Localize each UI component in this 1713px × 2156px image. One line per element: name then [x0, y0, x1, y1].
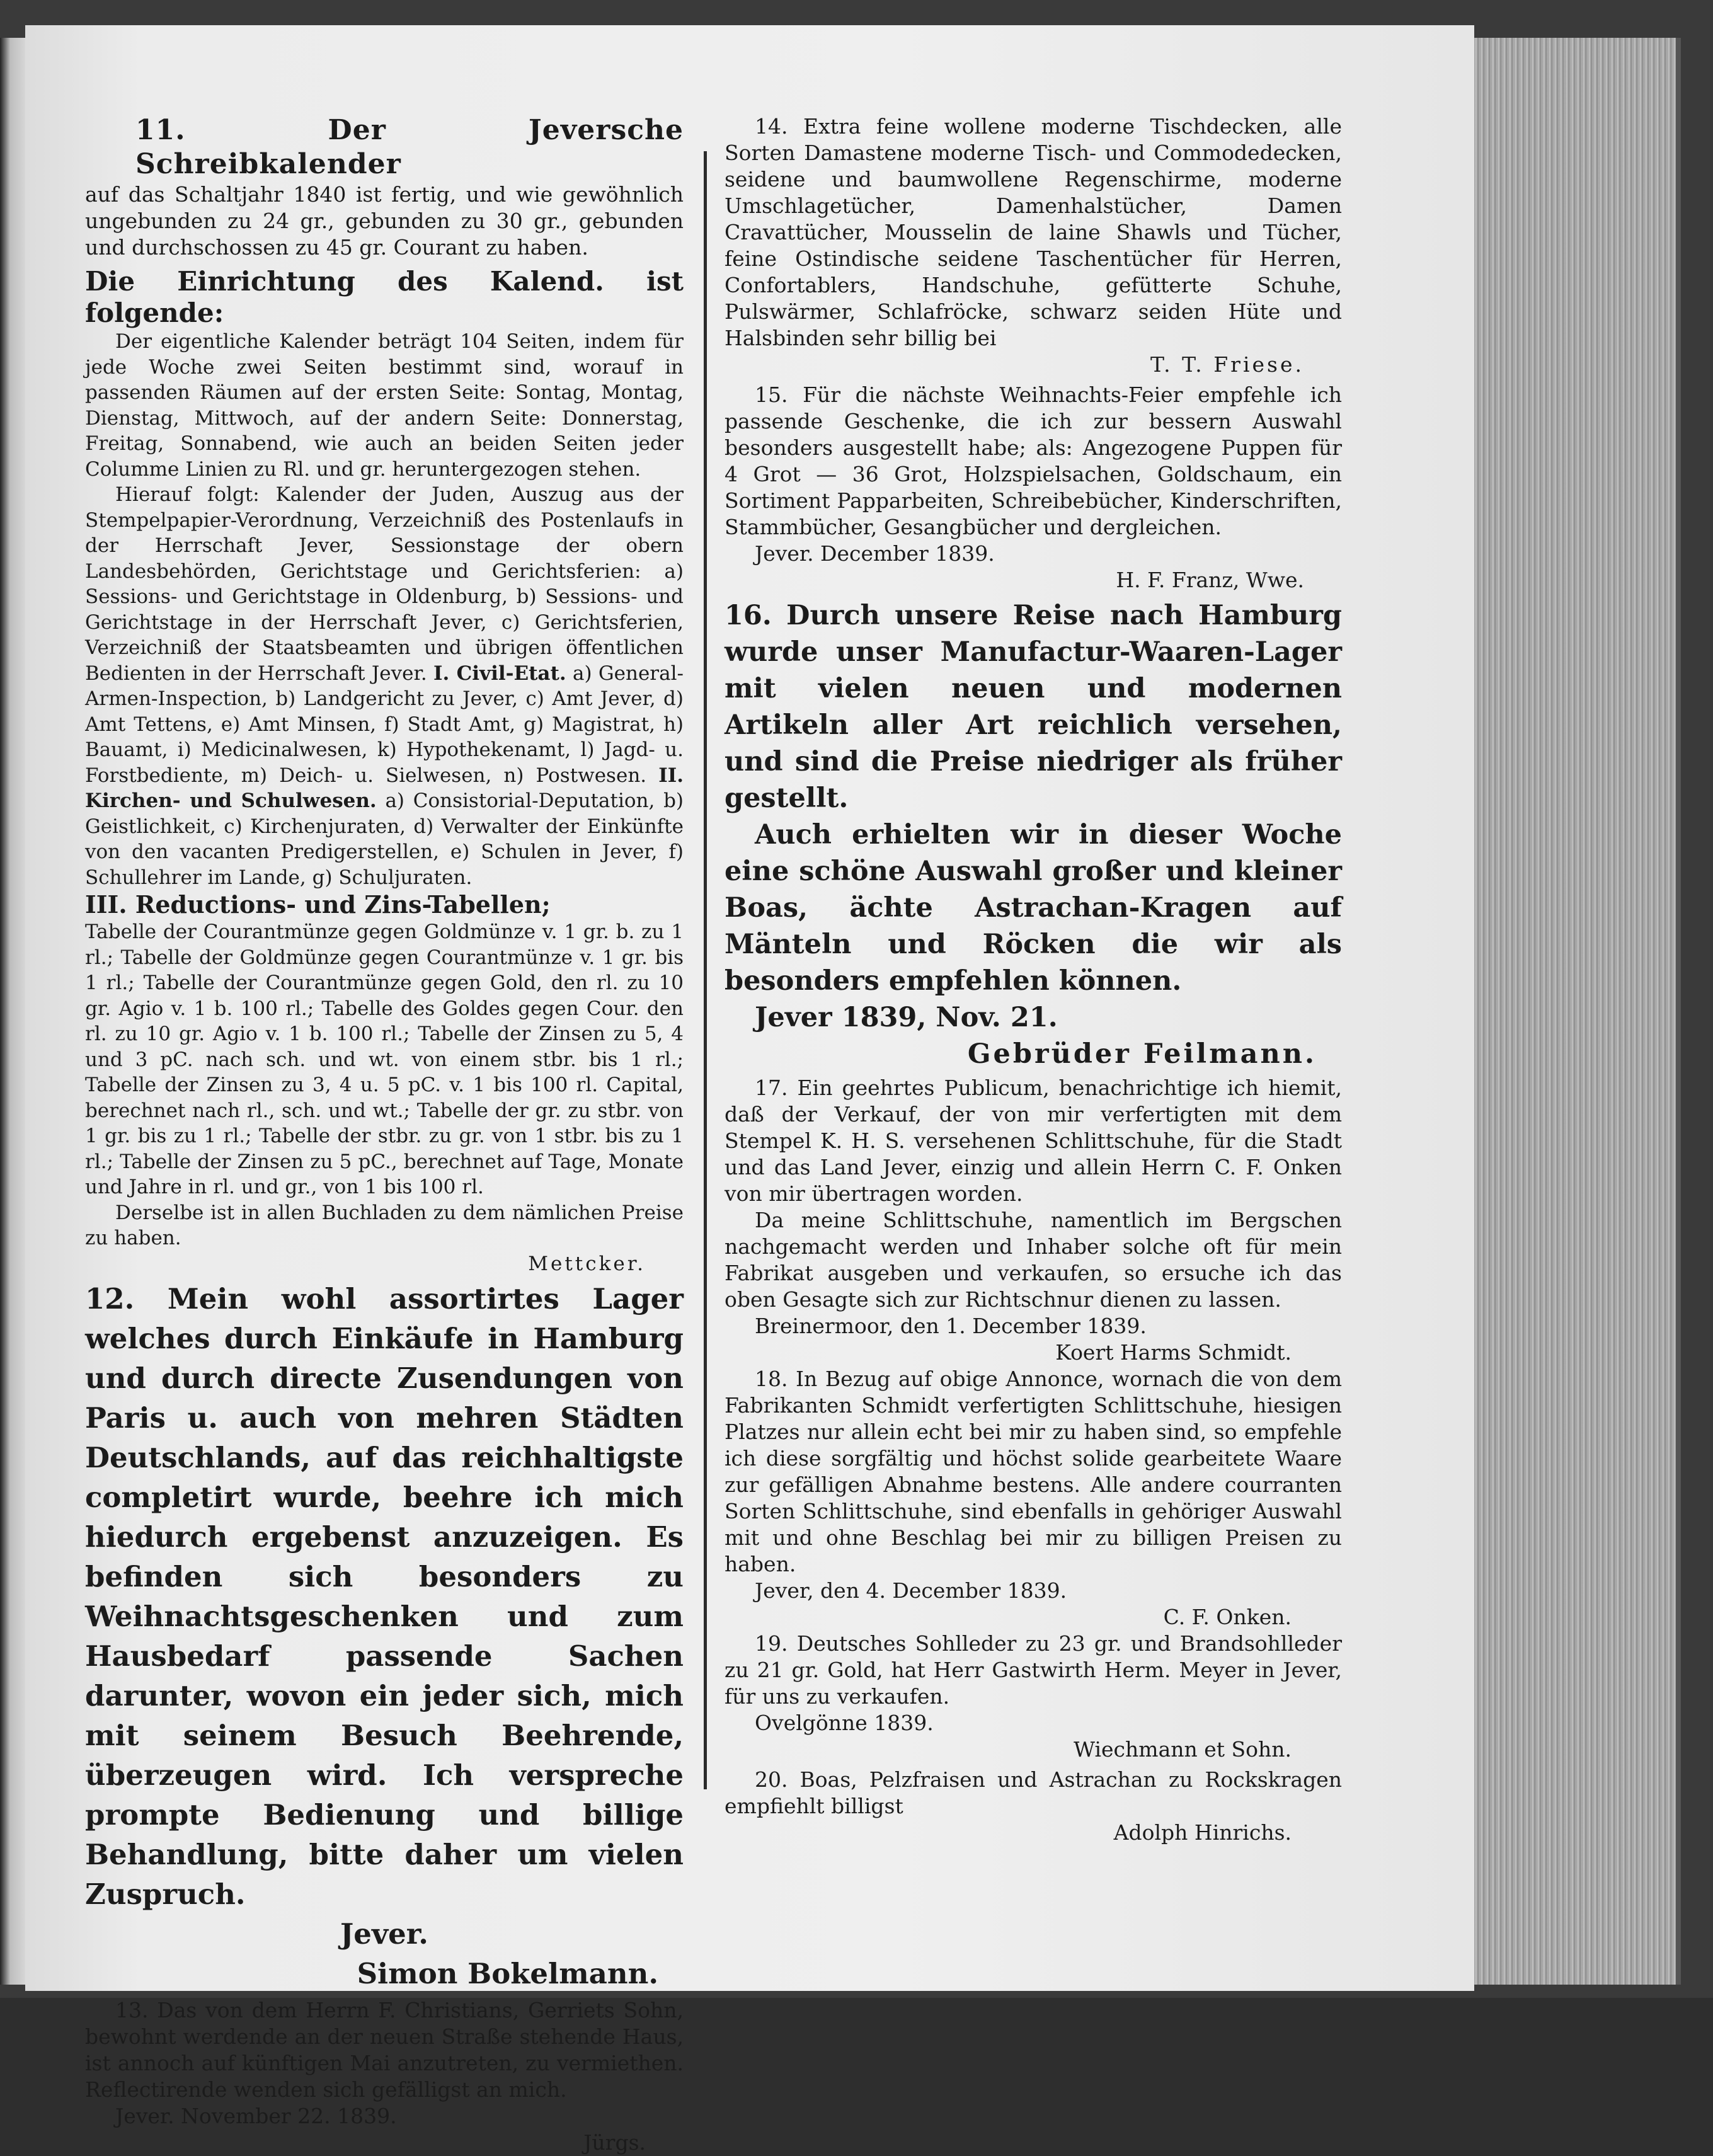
ad-17-para-2: Da meine Schlittschuhe, namentlich im Bergschen nachgemacht werden und Inhaber solche oft für mein Fabrikat ausgeben und verkaufen, so ersuche ich das oben Gesagte sich zur Richtschnur dienen zu lassen. [725, 1208, 1342, 1312]
facing-page-edge [0, 38, 25, 1985]
ad-11-text: auf das Schaltjahr 1840 ist fertig, und wie gewöhnlich ungebunden zu 24 gr., gebunden zu 30 gr., gebunden und durchschossen zu 45 gr. Courant zu haben. [85, 182, 684, 260]
ad-17-para-1: 17. Ein geehrtes Publicum, benachrichtige ich hiemit, daß der Verkauf, der von mir verfertigten mit dem Stempel K. H. S. versehenen Schlittschuhe, für die Stadt und das Land Jever, einzig und allein Herrn C. F. Onken von mir übertragen worden. [725, 1075, 1342, 1206]
calendar-para-2a: Hierauf folgt: Kalender der Juden, Auszug aus der Stempelpapier-Verordnung, Verzeichniß des Postenlaufs in der Herrschaft Jever, Sessionstage der obern Landesbehörden, Gerichtstage und Gerichtsferien: a) Sessions- und Gerichtstage in Oldenburg, b) Sessions- und Gerichtstage in der Herrschaft Jever, c) Gerichtsferien, Verzeichniß der Staatsbeamten und übrigen öffentlichen Bedienten in der Herrschaft Jever. [85, 483, 684, 685]
ad-12-text: 12. Mein wohl assortirtes Lager welches durch Einkäufe in Hamburg und durch directe Zusendungen von Paris u. auch von mehren Städten Deutschlands, auf das reichhaltigste completirt wurde, beehre ich mich hiedurch ergebenst anzuzeigen. Es befinden sich besonders zu Weihnachtsgeschenken und zum Hausbedarf passende Sachen darunter, wovon ein jeder sich, mich mit seinem Besuch Beehrende, überzeugen wird. Ich verspreche prompte Bedienung und billige Behandlung, bitte daher um vielen Zuspruch. [85, 1282, 684, 1911]
ad-18-signature: C. F. Onken. [1163, 1605, 1292, 1629]
calendar-para-1: Der eigentliche Kalender beträgt 104 Seiten, indem für jede Woche zwei Seiten bestimmt sind, worauf in passenden Räumen auf der ersten Seite: Sontag, Montag, Dienstag, Mittwoch, auf der andern Seite: Donnerstag, Freitag, Sonnabend, wie auch an beiden Seiten jeder Columme Linien zu Rl. und gr. heruntergezogen stehen. [85, 330, 684, 481]
ad-15-dateline: Jever. December 1839. [755, 541, 995, 566]
ad-18 [725, 1366, 1342, 1631]
calendar-signature: Mettcker. [528, 1252, 646, 1275]
ad-19-dateline: Ovelgönne 1839. [755, 1711, 934, 1735]
ad-14 [725, 113, 1342, 378]
ad-16-dateline: Jever 1839, Nov. 21. [755, 1002, 1058, 1033]
calendar-contents [85, 266, 684, 1276]
section-kirchen-schulwesen: II. Kirchen- und Schulwesen. [85, 764, 684, 812]
ad-13-text: 13. Das von dem Herrn F. Christians, Gerriets Sohn, bewohnt werdende an der neuen Straße stehende Haus, ist annoch auf künftigen Mai anzutreten, zu vermiethen. Reflectirende wenden sich gefälligst an mich. [85, 1998, 684, 2102]
ad-20-text: 20. Boas, Pelzfraisen und Astrachan zu Rockskragen empfiehlt billigst [725, 1767, 1342, 1818]
ad-17-signature: Koert Harms Schmidt. [1055, 1340, 1292, 1365]
ad-14-text: 14. Extra feine wollene moderne Tischdecken, alle Sorten Damastene moderne Tisch- und Commodedecken, seidene und baumwollene Regenschirme, moderne Umschlagetücher, Damenhalstücher, Damen Cravattücher, Mousselin de laine Shawls und Tücher, feine Ostindische seidene Taschentücher für Herren, Confortablers, Handschuhe, gefütterte Schuhe, Pulswärmer, Schlafröcke, schwarz seiden Hüte und Halsbinden sehr billig bei [725, 114, 1342, 350]
calendar-para-2c: a) Consistorial-Deputation, b) Geistlichkeit, c) Kirchenjuraten, d) Verwalter der Einkünfte von den vacanten Predigerstellen, e) Schulen in Jever, f) Schullehrer im Lande, g) Schuljuraten. [85, 789, 684, 889]
book-page [25, 25, 1474, 2155]
ad-19 [725, 1631, 1342, 1763]
calendar-contents-heading: Die Einrichtung des Kalend. ist folgende: [85, 266, 684, 328]
ad-16-para-2: Auch erhielten wir in dieser Woche eine schöne Auswahl großer und kleiner Boas, ächte Astrachan-Kragen auf Mänteln und Röcken die wir als besonders empfehlen können. [725, 819, 1342, 997]
calendar-para-2b: a) General-Armen-Inspection, b) Landgericht zu Jever, c) Amt Jever, d) Amt Tettens, e) Amt Minsen, f) Stadt Amt, g) Magistrat, h) Bauamt, i) Medicinalwesen, k) Hypothekenamt, l) Jagd- u. Forstbediente, m) Deich- u. Sielwesen, n) Postwesen. [85, 662, 684, 787]
ad-16 [725, 597, 1342, 1072]
ad-11 [85, 113, 684, 261]
left-column [85, 113, 684, 2156]
ad-12 [85, 1279, 684, 1993]
right-column [725, 113, 1342, 1846]
ad-17 [725, 1075, 1342, 1366]
section-reductions-tabellen: III. Reductions- und Zins-Tabellen; [85, 890, 551, 919]
ad-16-signature: Gebrüder Feilmann. [967, 1038, 1317, 1070]
ad-20-signature: Adolph Hinrichs. [1113, 1820, 1292, 1845]
ad-15 [725, 382, 1342, 593]
page-stack-edge [1474, 38, 1681, 1985]
ad-20 [725, 1767, 1342, 1846]
calendar-para-4: Derselbe ist in allen Buchladen zu dem nämlichen Preise zu haben. [85, 1201, 684, 1249]
ad-15-text: 15. Für die nächste Weihnachts-Feier empfehle ich passende Geschenke, die ich zur bessern Auswahl besonders ausgestellt habe; als: Angezogene Puppen für 4 Grot — 36 Grot, Holzspielsachen, Goldschaum, ein Sortiment Papparbeiten, Schreibebücher, Kinderschriften, Stammbücher, Gesangbücher und dergleichen. [725, 382, 1342, 539]
ad-19-text: 19. Deutsches Sohlleder zu 23 gr. und Brandsohlleder zu 21 gr. Gold, hat Herr Gastwirth Herm. Meyer in Jever, für uns zu verkaufen. [725, 1631, 1342, 1709]
ad-18-dateline: Jever, den 4. December 1839. [755, 1578, 1067, 1603]
calendar-para-2 [85, 482, 684, 890]
ad-13 [85, 1997, 684, 2156]
ad-13-signature: Jürgs. [583, 2130, 646, 2155]
ad-11-heading: 11. Der Jeversche Schreibkalender [135, 114, 684, 180]
ad-14-signature: T. T. Friese. [1150, 352, 1304, 377]
ad-19-signature: Wiechmann et Sohn. [1074, 1737, 1292, 1762]
ad-16-para-1: 16. Durch unsere Reise nach Hamburg wurde unser Manufactur-Waaren-Lager mit vielen neuen und modernen Artikeln aller Art reichlich versehen, und sind die Preise niedriger als früher gestellt. [725, 600, 1342, 814]
ad-18-text: 18. In Bezug auf obige Annonce, wornach die von dem Fabrikanten Schmidt verfertigten Schlittschuhe, hiesigen Platzes nur allein echt bei mir zu haben sind, so empfehle ich diese sorgfältig und höchst solide gearbeitete Waare zur gefälligen Abnahme bestens. Alle andere courranten Sorten Schlittschuhe, sind ebenfalls in gehöriger Auswahl mit und ohne Beschlag bei mir zu billigen Preisen zu haben. [725, 1367, 1342, 1576]
ad-12-signature: Simon Bokelmann. [357, 1957, 658, 1990]
ad-15-signature: H. F. Franz, Wwe. [1116, 568, 1304, 592]
ad-12-place: Jever. [340, 1917, 428, 1951]
ad-13-dateline: Jever. November 22. 1839. [115, 2104, 397, 2128]
section-civil-etat: I. Civil-Etat. [433, 662, 566, 685]
calendar-para-3: Tabelle der Courantmünze gegen Goldmünze v. 1 gr. b. zu 1 rl.; Tabelle der Goldmünze gegen Courantmünze v. 1 gr. bis 1 rl.; Tabelle der Courantmünze gegen Gold, den rl. zu 10 gr. Agio v. 1 b. 100 rl.; Tabelle des Goldes gegen Cour. den rl. zu 10 gr. Agio v. 1 b. 100 rl.; Tabelle der Zinsen zu 5, 4 und 3 pC. nach sch. und wt. von einem stbr. bis 1 rl.; Tabelle der Zinsen zu 3, 4 u. 5 pC. v. 1 bis 100 rl. Capital, berechnet nach rl., sch. und wt.; Tabelle der gr. zu stbr. von 1 gr. bis zu 1 rl.; Tabelle der stbr. zu gr. von 1 stbr. bis zu 1 rl.; Tabelle der Zinsen zu 5 pC., berechnet auf Tage, Monate und Jahre in rl. und gr., von 1 bis 100 rl. [85, 920, 684, 1198]
column-divider [704, 151, 707, 1789]
ad-17-dateline: Breinermoor, den 1. December 1839. [755, 1314, 1147, 1338]
